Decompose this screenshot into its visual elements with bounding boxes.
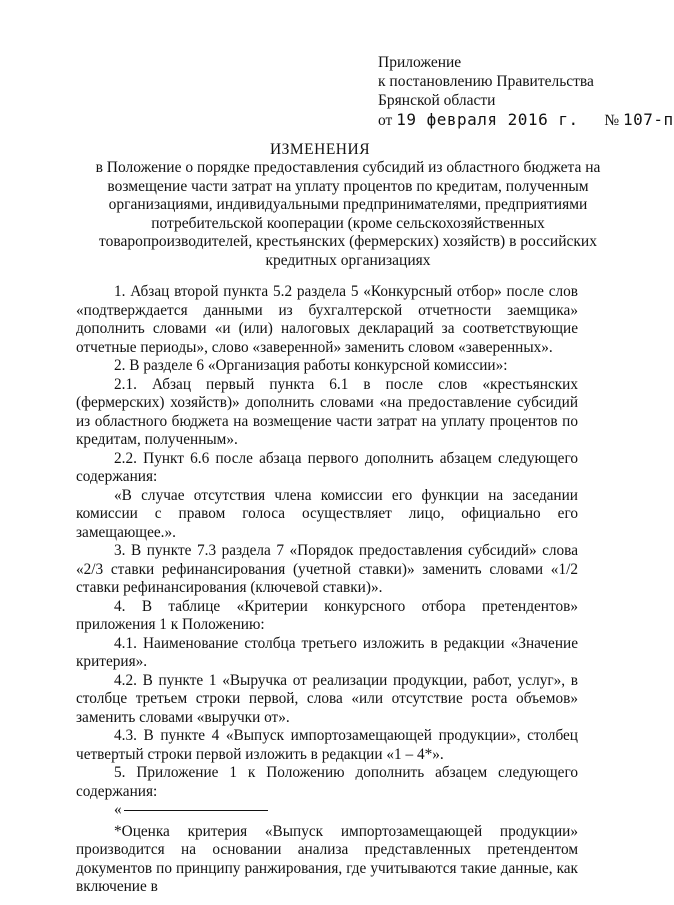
appendix-decree-ref: к постановлению Правительства bbox=[378, 73, 594, 90]
date-prefix: от bbox=[378, 112, 393, 129]
paragraph-4-1: 4.1. Наименование столбца третьего изложить в редакции «Значение критерия». bbox=[76, 634, 578, 670]
appendix-date-line bbox=[378, 110, 674, 130]
paragraph-2-1: 2.1. Абзац первый пункта 6.1 в после слов «крестьянских (фермерских) хозяйств)» дополнить словами «на предоставление субсидий из областного бюджета на возмещение части затрат на уплату процентов по кредитам, полученным». bbox=[76, 375, 578, 448]
subtitle-line: в Положение о порядке предоставления субсидий из областного бюджета на bbox=[95, 159, 601, 176]
paragraph-5: 5. Приложение 1 к Положению дополнить абзацем следующего содержания: bbox=[76, 764, 578, 800]
number-sign: № bbox=[604, 112, 620, 129]
paragraph-2: 2. В разделе 6 «Организация работы конкурсной комиссии»: bbox=[114, 357, 508, 374]
paragraph-2-2: 2.2. Пункт 6.6 после абзаца первого дополнить абзацем следующего содержания: bbox=[76, 449, 578, 485]
footnote-rule bbox=[124, 810, 268, 811]
subtitle-line: потребительской кооперации (кроме сельскохозяйственных bbox=[151, 214, 545, 232]
subtitle-line: организациями, индивидуальными предпринимателями, предприятиями bbox=[108, 196, 588, 213]
footnote-separator bbox=[76, 801, 578, 820]
document-subtitle bbox=[78, 159, 618, 270]
document-body bbox=[76, 283, 578, 897]
footnote-text: *Оценка критерия «Выпуск импортозамещающей продукции» производится на основании анализа представленных претендентом документов по принципу ранжирования, где учитываются такие данные, как включение в bbox=[76, 822, 578, 895]
appendix-label: Приложение bbox=[378, 54, 462, 71]
decree-number: 107-п bbox=[623, 110, 674, 129]
appendix-block bbox=[378, 53, 674, 130]
paragraph-4-2: 4.2. В пункте 1 «Выручка от реализации продукции, работ, услуг», в столбце третьем строки первой, слова «или отсутствие роста объемов» заменить словами «выручки от». bbox=[76, 671, 578, 726]
appendix-region: Брянской области bbox=[378, 92, 496, 109]
paragraph-4: 4. В таблице «Критерии конкурсного отбора претендентов» приложения 1 к Положению: bbox=[76, 597, 578, 633]
subtitle-line: товаропроизводителей, крестьянских (фермерских) хозяйств) в российских bbox=[99, 233, 597, 250]
subtitle-line: кредитных организациях bbox=[265, 251, 431, 269]
subtitle-line: возмещение части затрат на уплату процентов по кредитам, полученным bbox=[107, 177, 589, 195]
paragraph-1: 1. Абзац второй пункта 5.2 раздела 5 «Конкурсный отбор» после слов «подтверждается данными из бухгалтерской отчетности заемщика» дополнить словами «и (или) налоговых деклараций за соответствующие отчетные периоды», слово «заверенной» заменить словом «заверенных». bbox=[76, 283, 578, 356]
decree-date: 19 февраля 2016 г. bbox=[396, 110, 579, 129]
opening-quote: « bbox=[114, 801, 122, 818]
paragraph-4-3: 4.3. В пункте 4 «Выпуск импортозамещающей продукции», столбец четвертый строки первой изложить в редакции «1 – 4*». bbox=[76, 727, 578, 763]
paragraph-2-2-quote: «В случае отсутствия члена комиссии его функции на заседании комиссии с правом голоса осуществляет лицо, официально его замещающее.». bbox=[76, 486, 578, 541]
paragraph-3: 3. В пункте 7.3 раздела 7 «Порядок предоставления субсидий» слова «2/3 ставки рефинансирования (учетной ставки)» заменить словами «1/2 ставки рефинансирования (ключевой ставки)». bbox=[76, 542, 578, 596]
document-title: ИЗМЕНЕНИЯ bbox=[269, 141, 371, 158]
